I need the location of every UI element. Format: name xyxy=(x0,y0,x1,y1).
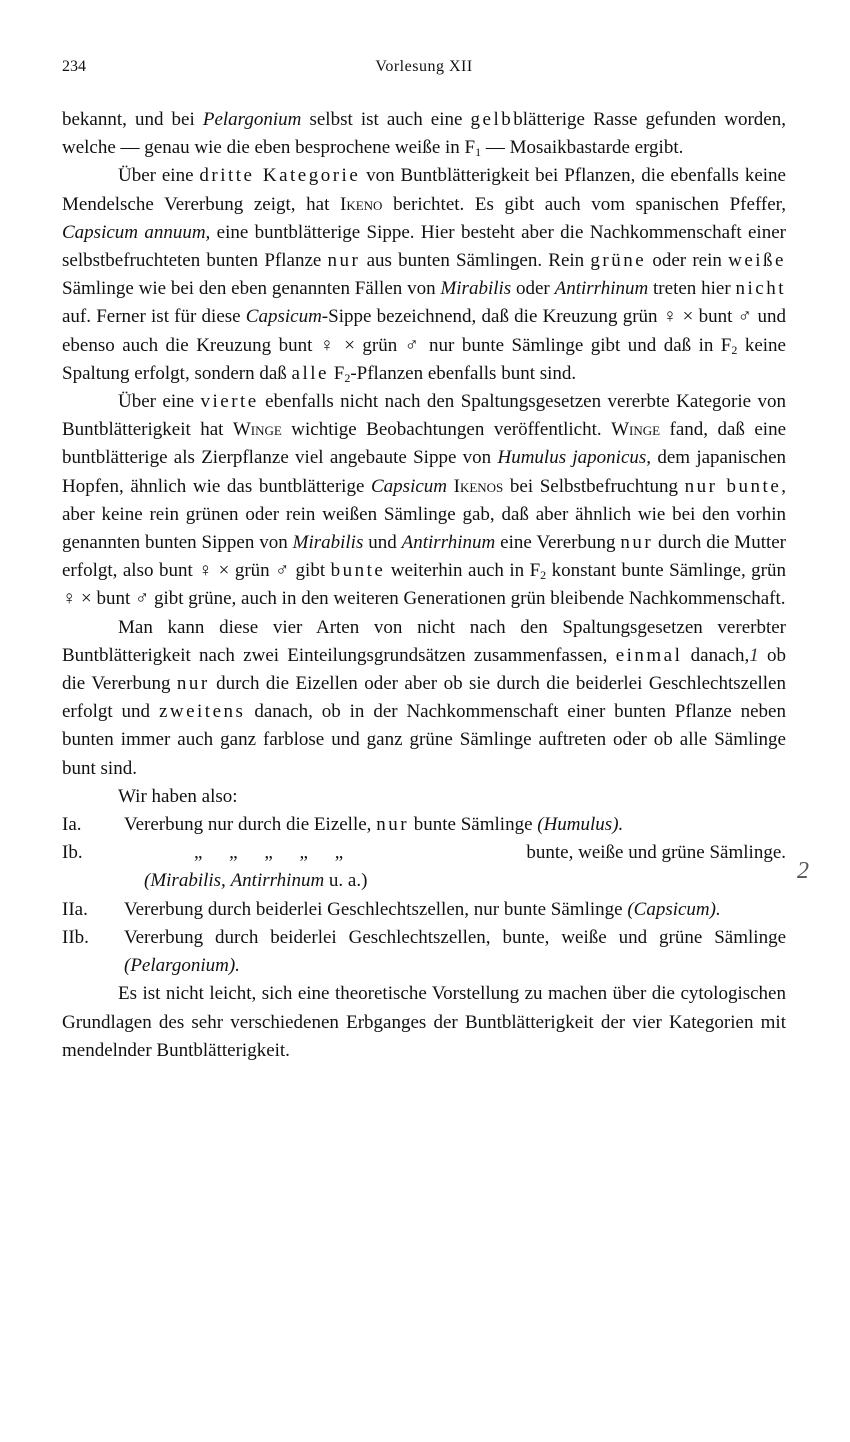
classification-list xyxy=(62,811,786,980)
handwritten-margin-note: 2 xyxy=(797,858,809,884)
list-item-iib: IIb. Vererbung durch beiderlei Geschlechtszellen, bunte, weiße und grüne Sämlinge (Pelargonium). xyxy=(62,926,786,977)
paragraph-5: Wir haben also: xyxy=(118,785,238,807)
handwritten-mark-1: 1 xyxy=(749,644,759,666)
body-text xyxy=(62,106,786,1065)
page-header xyxy=(62,58,786,86)
paragraph-1: bekannt, und bei Pelargonium selbst ist auch eine gelbblätterige Rasse gefunden worden, welche — genau wie die eben besprochene weiße in $F_1$ — Mosaikbastarde ergibt. xyxy=(62,109,786,160)
paragraph-3: Über eine vierte ebenfalls nicht nach den Spaltungsgesetzen vererbte Kategorie von Buntblätterigkeit hat Winge wichtige Beobachtungen veröffentlicht. Winge fand, daß eine buntblätterige als Zierpflanze viel angebaute Sippe von Humulus japonicus, dem japanischen Hopfen, ähnlich wie das buntblätterige Capsicum Ikenos bei Selbstbefruchtung nur bunte, aber keine rein grünen oder rein weißen Sämlinge gab, daß aber ähnlich wie bei den vorhin genannten bunten Sippen von Mirabilis und Antirrhinum eine Vererbung nur durch die Mutter erfolgt, also bunt ♀ × grün ♂ gibt bunte weiterhin auch in $F_2$ konstant bunte Sämlinge, grün ♀ × bunt ♂ gibt grüne, auch in den weiteren Generationen grün bleibende Nachkommenschaft. xyxy=(62,391,787,610)
ditto-marks: „ „ „ „ „ xyxy=(194,842,344,864)
list-item-ia: Ia. Vererbung nur durch die Eizelle, nur bunte Sämlinge (Humulus). xyxy=(62,814,624,836)
list-item-iia: IIa. Vererbung durch beiderlei Geschlechtszellen, nur bunte Sämlinge (Capsicum). xyxy=(62,898,721,920)
page-number: 234 xyxy=(62,58,86,75)
running-title: Vorlesung XII xyxy=(375,58,473,75)
page xyxy=(62,58,786,1065)
paragraph-6: Es ist nicht leicht, sich eine theoretische Vorstellung zu machen über die cytologischen Grundlagen des sehr verschiedenen Erbganges der Buntblätterigkeit der vier Kategorien mit mendelnder Buntblätterigkeit. xyxy=(62,983,786,1061)
paragraph-2: Über eine dritte Kategorie von Buntblätterigkeit bei Pflanzen, die ebenfalls keine Mendelsche Vererbung zeigt, hat Ikeno berichtet. Es gibt auch vom spanischen Pfeffer, Capsicum annuum, eine buntblätterige Sippe. Hier besteht aber die Nachkommenschaft einer selbstbefruchteten bunten Pflanze nur aus bunten Sämlingen. Rein grüne oder rein weiße Sämlinge wie bei den eben genannten Fällen von Mirabilis oder Antirrhinum treten hier nicht auf. Ferner ist für diese Capsicum-Sippe bezeichnend, daß die Kreuzung grün ♀ × bunt ♂ und ebenso auch die Kreuzung bunt ♀ × grün ♂ nur bunte Sämlinge gibt und daß in $F_2$ keine Spaltung erfolgt, sondern daß alle $F_2$-Pflanzen ebenfalls bunt sind. xyxy=(62,165,787,385)
paragraph-4: Man kann diese vier Arten von nicht nach den Spaltungsgesetzen vererbter Buntblätterigkeit nach zwei Einteilungsgrundsätzen zusammenfassen, einmal danach,1 ob die Vererbung nur durch die Eizellen oder aber ob sie durch die beiderlei Geschlechtszellen erfolgt und zweitens danach, ob in der Nachkommenschaft einer bunten Pflanze neben bunten immer auch ganz farblose und ganz grüne Sämlinge auftreten oder ob alle Sämlinge bunt sind. xyxy=(62,616,786,779)
list-item-ib: Ib. „ „ „ „ „ bunte, weiße und grüne Sämlinge. (Mirabilis, Antirrhinum u. a.) xyxy=(62,839,786,895)
